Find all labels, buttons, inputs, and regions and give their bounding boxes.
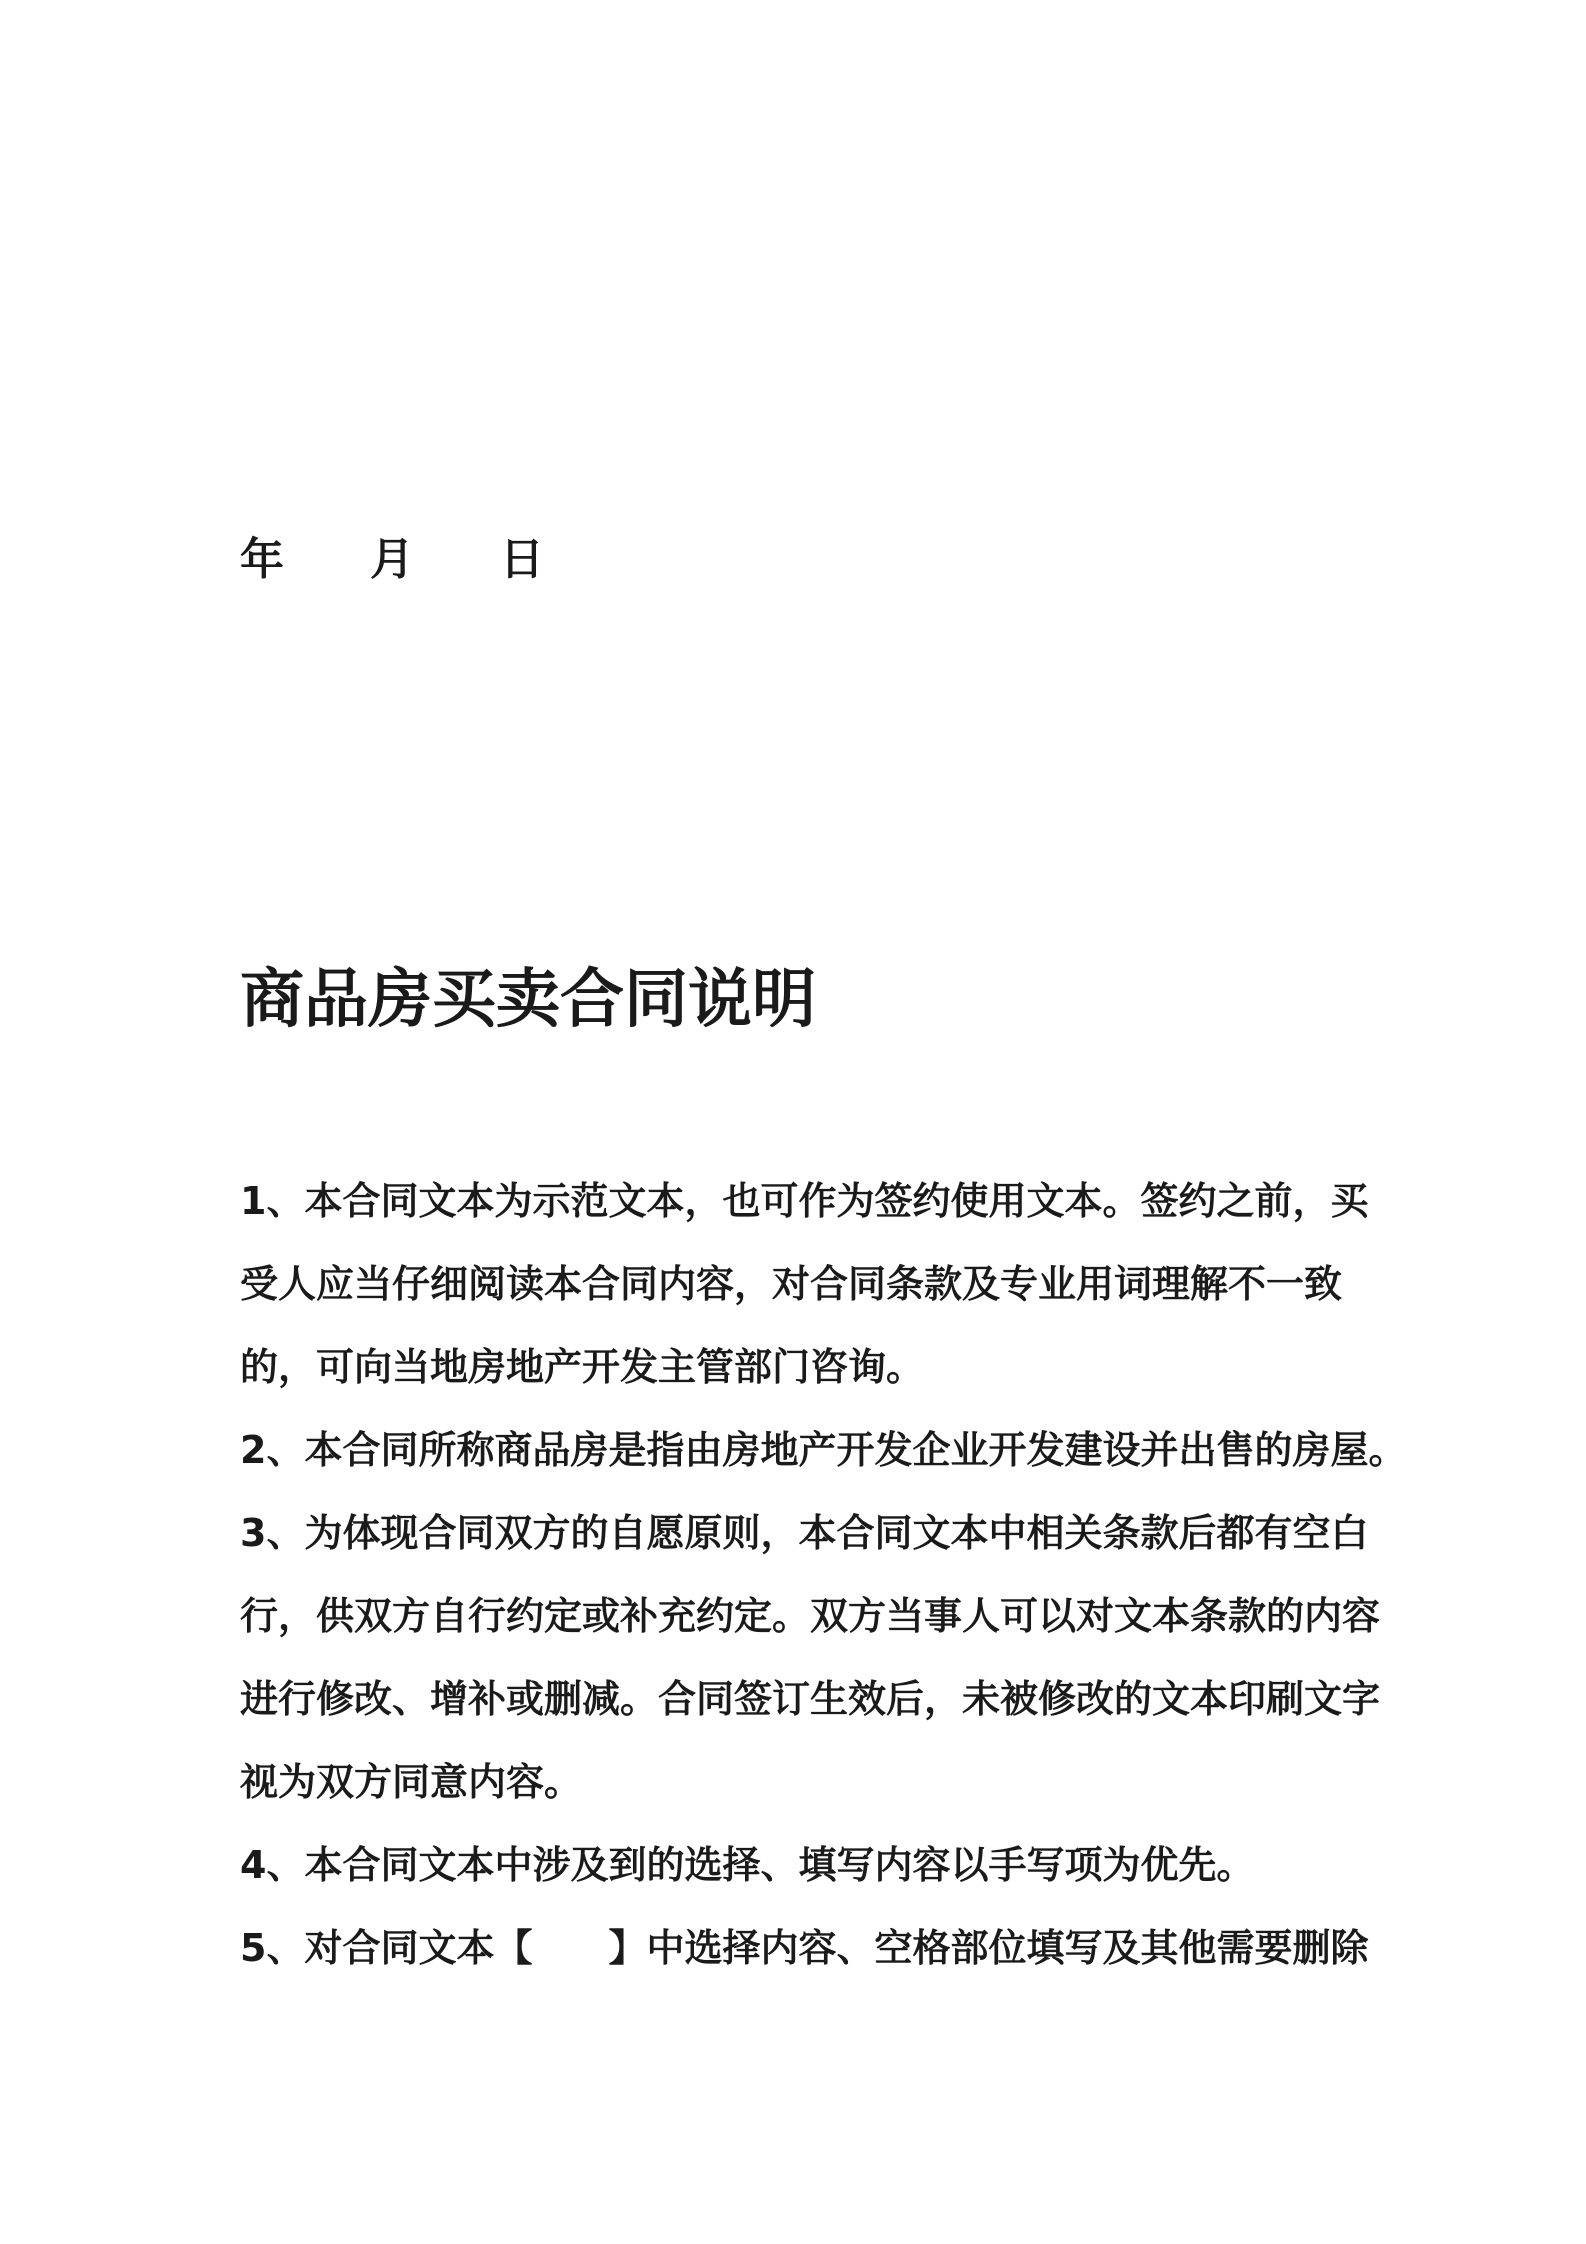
- text-line: 视为双方同意内容。: [240, 1760, 583, 1804]
- text-line: 受人应当仔细阅读本合同内容，对合同条款及专业用词理解不一致: [240, 1262, 1343, 1306]
- text-line: 4、本合同文本中涉及到的选择、填写内容以手写项为优先。: [240, 1843, 1255, 1887]
- document-body: [240, 1160, 1407, 1990]
- date-month: 月: [370, 534, 414, 585]
- text-line: 1、本合同文本为示范文本，也可作为签约使用文本。签约之前，买: [240, 1179, 1369, 1223]
- document-title: 商品房买卖合同说明: [240, 963, 816, 1037]
- date-year: 年: [240, 534, 284, 585]
- date-day: 日: [500, 534, 544, 585]
- text-line: 2、本合同所称商品房是指由房地产开发企业开发建设并出售的房屋。: [240, 1428, 1407, 1472]
- text-line: 5、对合同文本【 】中选择内容、空格部位填写及其他需要删除: [240, 1926, 1369, 1970]
- date-line: [240, 530, 840, 590]
- text-line: 3、为体现合同双方的自愿原则，本合同文本中相关条款后都有空白: [240, 1511, 1369, 1555]
- text-line: 的，可向当地房地产开发主管部门咨询。: [240, 1345, 925, 1389]
- text-line: 进行修改、增补或删减。合同签订生效后，未被修改的文本印刷文字: [240, 1677, 1381, 1721]
- text-line: 行，供双方自行约定或补充约定。双方当事人可以对文本条款的内容: [240, 1594, 1381, 1638]
